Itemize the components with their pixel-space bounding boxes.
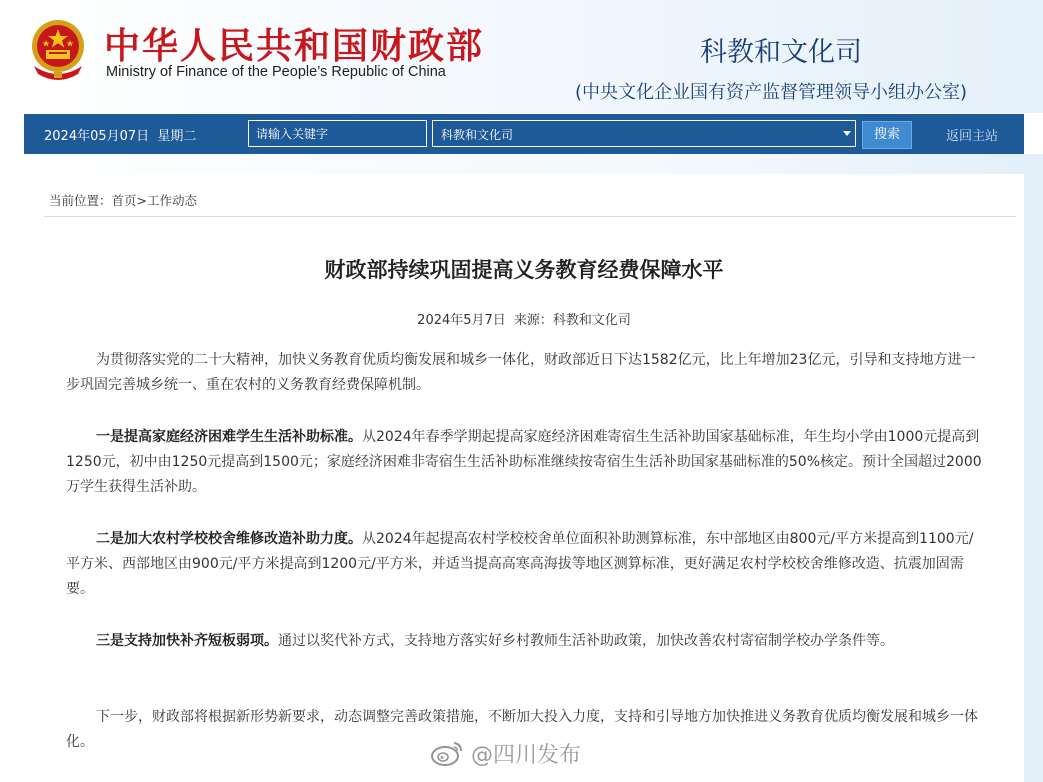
ministry-name-cn: 中华人民共和国财政部 xyxy=(104,25,485,67)
current-date: 2024年05月07日 星期二 xyxy=(44,129,197,144)
department-subtitle: (中央文化企业国有资产监督管理领导小组办公室) xyxy=(575,82,968,103)
breadcrumb-separator: > xyxy=(136,193,148,208)
national-emblem-icon xyxy=(24,16,92,84)
ministry-name-en: Ministry of Finance of the People’s Republic of China xyxy=(106,64,446,80)
article-date: 2024年5月7日 xyxy=(417,313,506,328)
watermark-text: @四川发布 xyxy=(471,743,582,768)
weibo-watermark xyxy=(430,738,581,774)
chevron-down-icon xyxy=(843,131,851,136)
paragraph-2-heading: 一是提高家庭经济困难学生生活补助标准。 xyxy=(96,429,362,445)
site-header xyxy=(0,0,1043,113)
paragraph-4-heading: 三是支持加快补齐短板弱项。 xyxy=(96,633,278,649)
breadcrumb-divider xyxy=(44,216,1016,217)
nav-bar xyxy=(24,114,1024,154)
paragraph-3-text: 从2024年起提高农村学校校舍单位面积补助测算标准，东中部地区由800元/平方米提高到1100元/平方米、西部地区由900元/平方米提高到1200元/平方米，并适当提高高寒高海拔等地区测算标准，更好满足农村学校校舍维修改造、抗震加固需要。 xyxy=(66,531,974,597)
breadcrumb-current-link[interactable]: 工作动态 xyxy=(147,193,198,208)
paragraph-3-heading: 二是加大农村学校校舍维修改造补助力度。 xyxy=(96,531,362,547)
breadcrumb-prefix: 当前位置： xyxy=(49,193,112,208)
article-paragraph-1 xyxy=(66,348,984,398)
article-meta xyxy=(24,309,1024,328)
article-paragraph-3 xyxy=(66,527,984,602)
breadcrumb-home-link[interactable]: 首页 xyxy=(111,193,137,208)
article-source: 来源：科教和文化司 xyxy=(513,313,631,328)
weibo-icon xyxy=(430,739,464,773)
search-input[interactable] xyxy=(248,120,427,147)
paragraph-1-text: 为贯彻落实党的二十大精神，加快义务教育优质均衡发展和城乡一体化，财政部近日下达1582亿元，比上年增加23亿元，引导和支持地方进一步巩固完善城乡统一、重在农村的义务教育经费保障机制。 xyxy=(66,352,976,393)
paragraph-4-text: 通过以奖代补方式，支持地方落实好乡村教师生活补助政策，加快改善农村寄宿制学校办学条件等。 xyxy=(278,633,894,649)
search-scope-select[interactable] xyxy=(432,120,856,147)
search-scope-label: 科教和文化司 xyxy=(441,128,514,142)
article-paragraph-2 xyxy=(66,425,984,500)
article-container xyxy=(24,174,1024,782)
back-to-main-site-link[interactable]: 返回主站 xyxy=(946,129,999,144)
article-paragraph-4 xyxy=(66,629,984,654)
paragraph-5-text: 下一步，财政部将根据新形势新要求，动态调整完善政策措施，不断加大投入力度，支持和引导地方加快推进义务教育优质均衡发展和城乡一体化。 xyxy=(66,709,978,750)
article-title: 财政部持续巩固提高义务教育经费保障水平 xyxy=(324,258,724,282)
paragraph-2-text: 从2024年春季学期起提高家庭经济困难寄宿生生活补助国家基础标准，年生均小学由1000元提高到1250元，初中由1250元提高到1500元；家庭经济困难非寄宿生生活补助标准继续按寄宿生生活补助国家基础标准的50%核定。预计全国超过2000万学生获得生活补助。 xyxy=(66,429,982,495)
breadcrumb xyxy=(49,191,197,209)
search-button[interactable]: 搜索 xyxy=(862,121,912,149)
department-name: 科教和文化司 xyxy=(700,37,862,68)
